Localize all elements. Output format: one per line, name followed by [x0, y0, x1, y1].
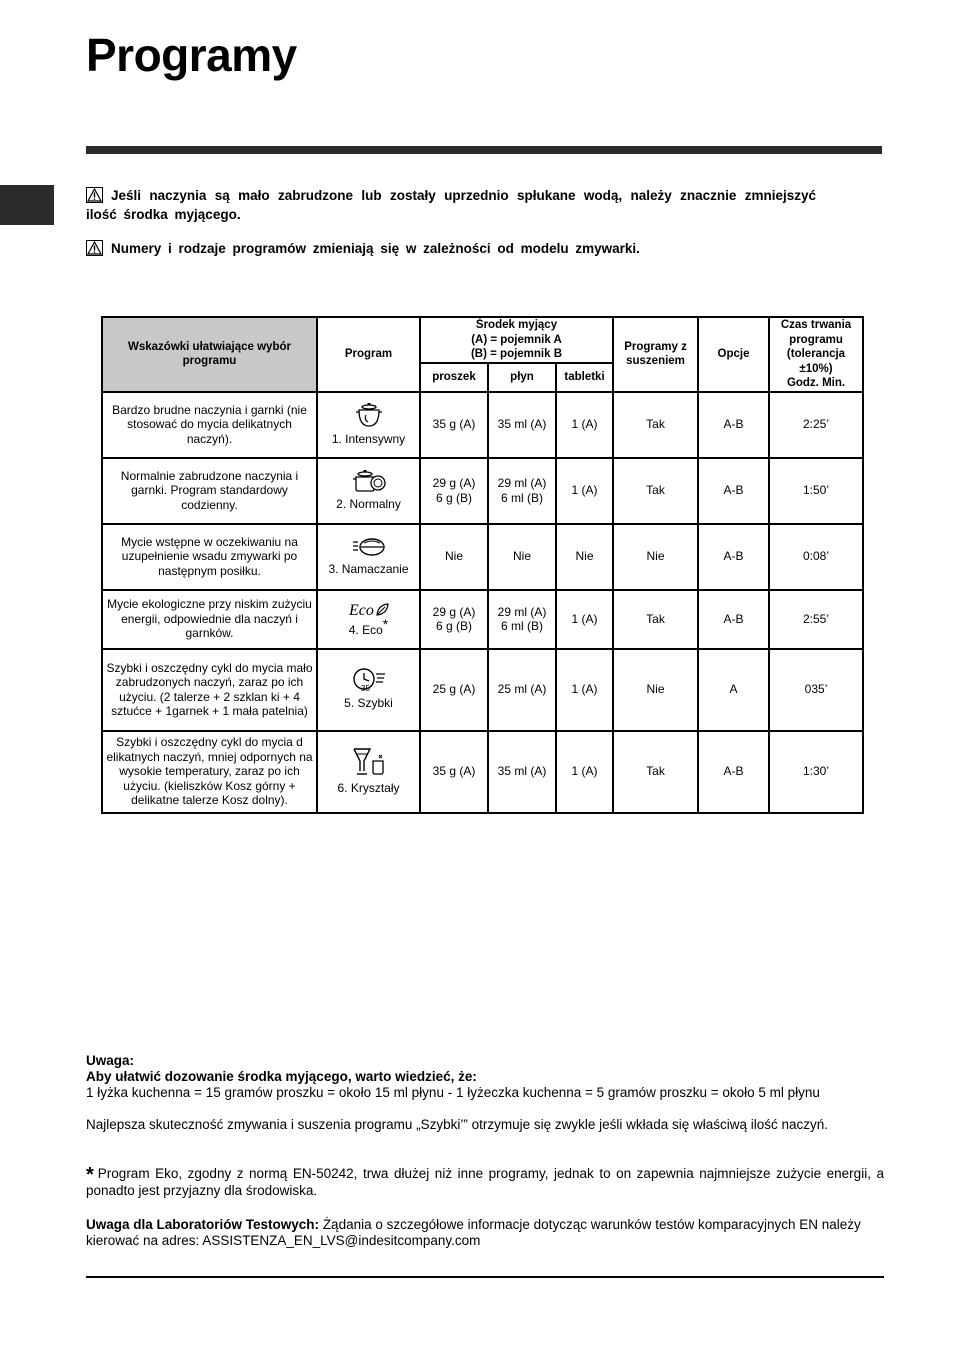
tablets-cell: 1 (A): [556, 590, 613, 649]
program-name-text: 4. Eco: [348, 622, 383, 637]
warning-note-2: [86, 239, 816, 258]
drying-cell: Tak: [613, 458, 698, 524]
header-duration-l2: programu: [789, 333, 843, 346]
table-row: [102, 392, 863, 458]
options-cell: A: [698, 649, 769, 731]
powder-cell: [420, 590, 488, 649]
drying-cell: Nie: [613, 649, 698, 731]
crystal-glass-icon: [351, 747, 387, 777]
pot-intensive-icon: [354, 402, 384, 428]
header-hint: Wskazówki ułatwiające wybór programu: [102, 317, 317, 392]
tablets-cell: 1 (A): [556, 392, 613, 458]
powder-cell: [420, 392, 488, 458]
duration-cell: 1:50’: [769, 458, 863, 524]
header-powder: proszek: [420, 363, 488, 392]
options-cell: A-B: [698, 392, 769, 458]
footnote-star: *: [382, 615, 389, 632]
duration-cell: 035’: [769, 649, 863, 731]
warning-note-1: [86, 186, 816, 224]
table-row: [102, 649, 863, 731]
tablets-cell: 1 (A): [556, 458, 613, 524]
header-duration-l5: Godz. Min.: [786, 377, 846, 389]
quick-clock-icon: [351, 668, 387, 692]
row-program: [317, 458, 420, 524]
program-name: 2. Normalny: [336, 497, 401, 512]
table-row: [102, 458, 863, 524]
lab-note-text: Żądania o szczegółowe informacje dotycząc warunków testów komparacyjnych EN należy kierować na adres: ASSISTENZA_EN_LVS@indesitcompany.com: [86, 1217, 861, 1248]
header-tablets: tabletki: [556, 363, 613, 392]
eco-footnote: [86, 1166, 884, 1199]
warning-text-1: Jeśli naczynia są mało zabrudzone lub zostały uprzednio spłukane wodą, należy znacznie zmniejszyć ilość środka myjącego.: [86, 188, 816, 222]
warning-triangle-icon: [86, 240, 103, 256]
footnote-star: *: [86, 1164, 94, 1186]
note-title: Uwaga:: [86, 1053, 135, 1068]
options-cell: A-B: [698, 731, 769, 813]
page-title: Programy: [86, 29, 297, 81]
liquid-value-b: 6 ml (B): [501, 490, 543, 505]
liquid-value: 35 ml (A): [497, 417, 547, 432]
header-detergent-a: (A) = pojemnik A: [471, 333, 562, 346]
program-name: 6. Kryształy: [337, 781, 400, 796]
row-hint: Szybki i oszczędny cykl do mycia d elikatnych naczyń, mniej odpornych na wysokie temperatury, zaraz po ich użyciu. (kieliszków Kosz górny + delikatne talerze Kosz dolny).: [102, 731, 317, 813]
tablets-cell: Nie: [556, 524, 613, 590]
powder-value: 25 g (A): [432, 682, 476, 697]
header-liquid: płyn: [488, 363, 556, 392]
table-row: [102, 731, 863, 813]
header-rule: [86, 146, 882, 154]
row-hint: Bardzo brudne naczynia i garnki (nie stosować do mycia delikatnych naczyń).: [102, 392, 317, 458]
drying-cell: Tak: [613, 590, 698, 649]
options-cell: A-B: [698, 590, 769, 649]
header-options: Opcje: [698, 317, 769, 392]
svg-text:35: 35: [360, 684, 370, 693]
table-row: [102, 590, 863, 649]
drying-cell: Tak: [613, 392, 698, 458]
row-program: [317, 731, 420, 813]
header-drying: Programy z suszeniem: [613, 317, 698, 392]
liquid-value: 29 ml (A): [497, 604, 547, 619]
lab-note: [86, 1217, 884, 1249]
soak-bowl-icon: [352, 536, 386, 558]
liquid-cell: [488, 524, 556, 590]
powder-value: 35 g (A): [432, 764, 476, 779]
powder-cell: [420, 458, 488, 524]
eco-footnote-text: Program Eko, zgodny z normą EN-50242, trwa dłużej niż inne programy, jednak to on zapewnia najmniejsze zużycie energii, a ponadto jest przyjazny dla środowiska.: [86, 1166, 884, 1198]
pot-normal-icon: [352, 469, 386, 493]
duration-cell: 2:55’: [769, 590, 863, 649]
tablets-cell: 1 (A): [556, 649, 613, 731]
liquid-cell: [488, 731, 556, 813]
program-name: 5. Szybki: [344, 696, 393, 711]
options-cell: A-B: [698, 458, 769, 524]
row-program: [317, 649, 420, 731]
header-program: Program: [317, 317, 420, 392]
liquid-cell: [488, 649, 556, 731]
liquid-value: 29 ml (A): [497, 476, 547, 490]
drying-cell: Tak: [613, 731, 698, 813]
liquid-value: Nie: [512, 549, 531, 564]
row-hint: Mycie ekologiczne przy niskim zużyciu energii, odpowiednie dla naczyń i garnków.: [102, 590, 317, 649]
powder-value-b: 6 g (B): [435, 490, 472, 505]
warning-triangle-icon: [86, 187, 103, 203]
liquid-cell: [488, 590, 556, 649]
header-detergent-title: Środek myjący: [475, 319, 558, 331]
program-name: [318, 615, 419, 638]
powder-value-b: 6 g (B): [435, 619, 472, 633]
row-hint: Szybki i oszczędny cykl do mycia mało zabrudzonych naczyń, zaraz po ich użyciu. (2 talerze + 2 szklan ki + 4 sztućce + 1garnek + 1 mała patelnia): [102, 649, 317, 731]
table-row: [102, 524, 863, 590]
liquid-cell: [488, 392, 556, 458]
side-tab-marker: [0, 185, 54, 225]
powder-cell: [420, 731, 488, 813]
powder-value: 29 g (A): [432, 476, 476, 490]
tablets-cell: 1 (A): [556, 731, 613, 813]
header-duration: [769, 317, 863, 392]
powder-value: 35 g (A): [432, 417, 476, 432]
drying-cell: Nie: [613, 524, 698, 590]
program-name: 1. Intensywny: [331, 432, 406, 447]
powder-cell: [420, 524, 488, 590]
footer-rule: [86, 1276, 884, 1278]
powder-value: Nie: [444, 549, 463, 564]
programs-table: [101, 316, 864, 814]
header-detergent: [420, 317, 613, 363]
liquid-cell: [488, 458, 556, 524]
program-name: 3. Namaczanie: [328, 562, 409, 577]
header-duration-l4: ±10%): [799, 362, 833, 375]
quick-program-note: Najlepsza skuteczność zmywania i suszenia programu „Szybki’” otrzymuje się zwykle jeśli wkłada się właściwą ilość naczyń.: [86, 1117, 829, 1132]
note-text: 1 łyżka kuchenna = 15 gramów proszku = około 15 ml płynu - 1 łyżeczka kuchenna = 5 gramów proszku = około 5 ml płynu: [86, 1085, 820, 1100]
note-subtitle: Aby ułatwić dozowanie środka myjącego, warto wiedzieć, że:: [86, 1069, 477, 1084]
liquid-value: 35 ml (A): [497, 764, 547, 779]
header-detergent-b: (B) = pojemnik B: [470, 348, 563, 360]
row-program: [317, 392, 420, 458]
row-hint: Mycie wstępne w oczekiwaniu na uzupełnienie wsadu zmywarki po następnym posiłku.: [102, 524, 317, 590]
dosage-note: [86, 1053, 884, 1101]
powder-cell: [420, 649, 488, 731]
warning-text-2: Numery i rodzaje programów zmieniają się w zależności od modelu zmywarki.: [111, 241, 640, 256]
options-cell: A-B: [698, 524, 769, 590]
liquid-value: 25 ml (A): [497, 682, 547, 697]
powder-value: 29 g (A): [432, 604, 476, 619]
row-program: [317, 590, 420, 649]
duration-cell: 2:25’: [769, 392, 863, 458]
svg-text:Eco: Eco: [348, 601, 374, 619]
header-duration-l3: (tolerancja: [786, 348, 846, 360]
row-hint: Normalnie zabrudzone naczynia i garnki. Program standardowy codzienny.: [102, 458, 317, 524]
liquid-value-b: 6 ml (B): [501, 619, 543, 633]
duration-cell: 0:08’: [769, 524, 863, 590]
lab-note-label: Uwaga dla Laboratoriów Testowych:: [86, 1217, 320, 1232]
duration-cell: 1:30’: [769, 731, 863, 813]
row-program: [317, 524, 420, 590]
header-duration-l1: Czas trwania: [780, 319, 852, 331]
